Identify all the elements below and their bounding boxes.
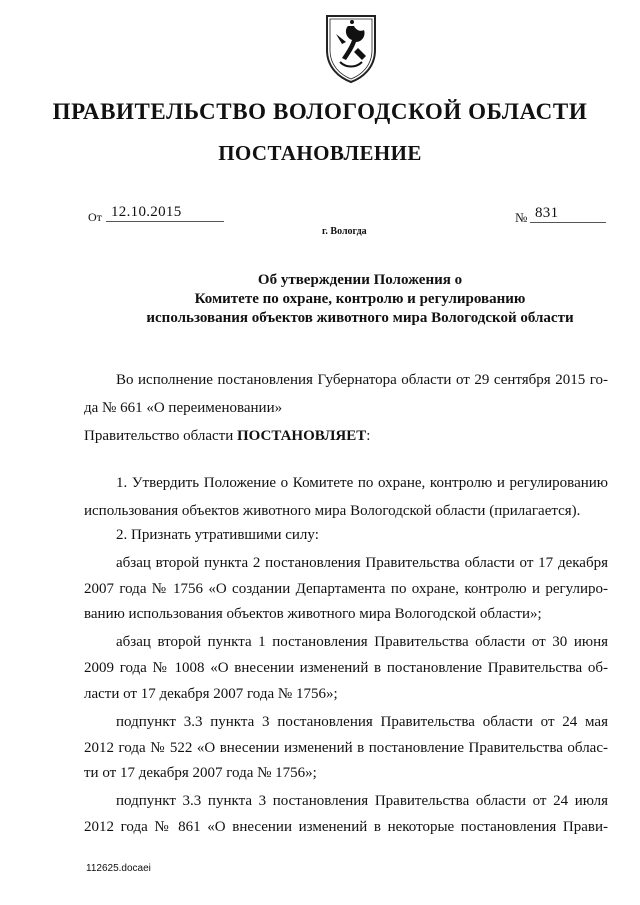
document-date: 12.10.2015 [111, 204, 182, 220]
resolve-prefix: Правительство области [84, 428, 237, 444]
date-underline [106, 221, 224, 222]
number-underline [530, 222, 606, 223]
paragraph-line: подпункт 3.3 пункта 3 постановления Правительства области от 24 июля [116, 793, 608, 809]
number-label: № [515, 210, 528, 225]
paragraph-line: ванию использования объектов животного мира Вологодской области»; [84, 606, 542, 622]
resolve-line [84, 428, 608, 445]
paragraph-line: абзац второй пункта 2 постановления Правительства области от 17 декабря [116, 555, 608, 571]
paragraph-line: 2009 года № 1008 «О внесении изменений в постановление Правительства об- [84, 660, 608, 676]
paragraph-line: использования объектов животного мира Вологодской области (прилагается). [84, 503, 581, 519]
paragraph-line: 2. Признать утратившими силу: [116, 527, 319, 543]
paragraph-line: ласти от 17 декабря 2007 года № 1756»; [84, 686, 338, 702]
intro-line: Во исполнение постановления Губернатора области от 29 сентября 2015 го- [116, 372, 608, 388]
paragraph-line: 2007 года № 1756 «О создании Департамента по охране, контролю и регулиро- [84, 581, 608, 597]
coat-of-arms-icon [322, 12, 380, 84]
document-type: ПОСТАНОВЛЕНИЕ [218, 141, 422, 165]
resolve-keyword: ПОСТАНОВЛЯЕТ [236, 428, 367, 444]
paragraph-line: 1. Утвердить Положение о Комитете по охране, контролю и регулированию [116, 475, 608, 491]
paragraph-line: 2012 года № 861 «О внесении изменений в некоторые постановления Прави- [84, 819, 608, 835]
paragraph-line: подпункт 3.3 пункта 3 постановления Правительства области от 24 мая [116, 714, 608, 730]
subject-line: Комитете по охране, контролю и регулированию [194, 291, 526, 307]
subject-line: использования объектов животного мира Вологодской области [146, 310, 574, 326]
city: г. Вологда [322, 226, 367, 237]
paragraph-line: абзац второй пункта 1 постановления Правительства области от 30 июня [116, 634, 608, 650]
paragraph-line: 2012 года № 522 «О внесении изменений в постановление Правительства облас- [84, 740, 608, 756]
intro-line: да № 661 «О переименовании» [84, 400, 283, 416]
document-subject [60, 271, 640, 328]
government-title: ПРАВИТЕЛЬСТВО ВОЛОГОДСКОЙ ОБЛАСТИ [52, 99, 588, 124]
footer-filename: 112625.docaei [86, 863, 151, 874]
subject-line: Об утверждении Положения о [257, 272, 463, 288]
resolve-suffix: : [366, 428, 371, 444]
document-number: 831 [535, 205, 559, 221]
date-label: От [88, 210, 102, 224]
paragraph-line: ти от 17 декабря 2007 года № 1756»; [84, 765, 317, 781]
